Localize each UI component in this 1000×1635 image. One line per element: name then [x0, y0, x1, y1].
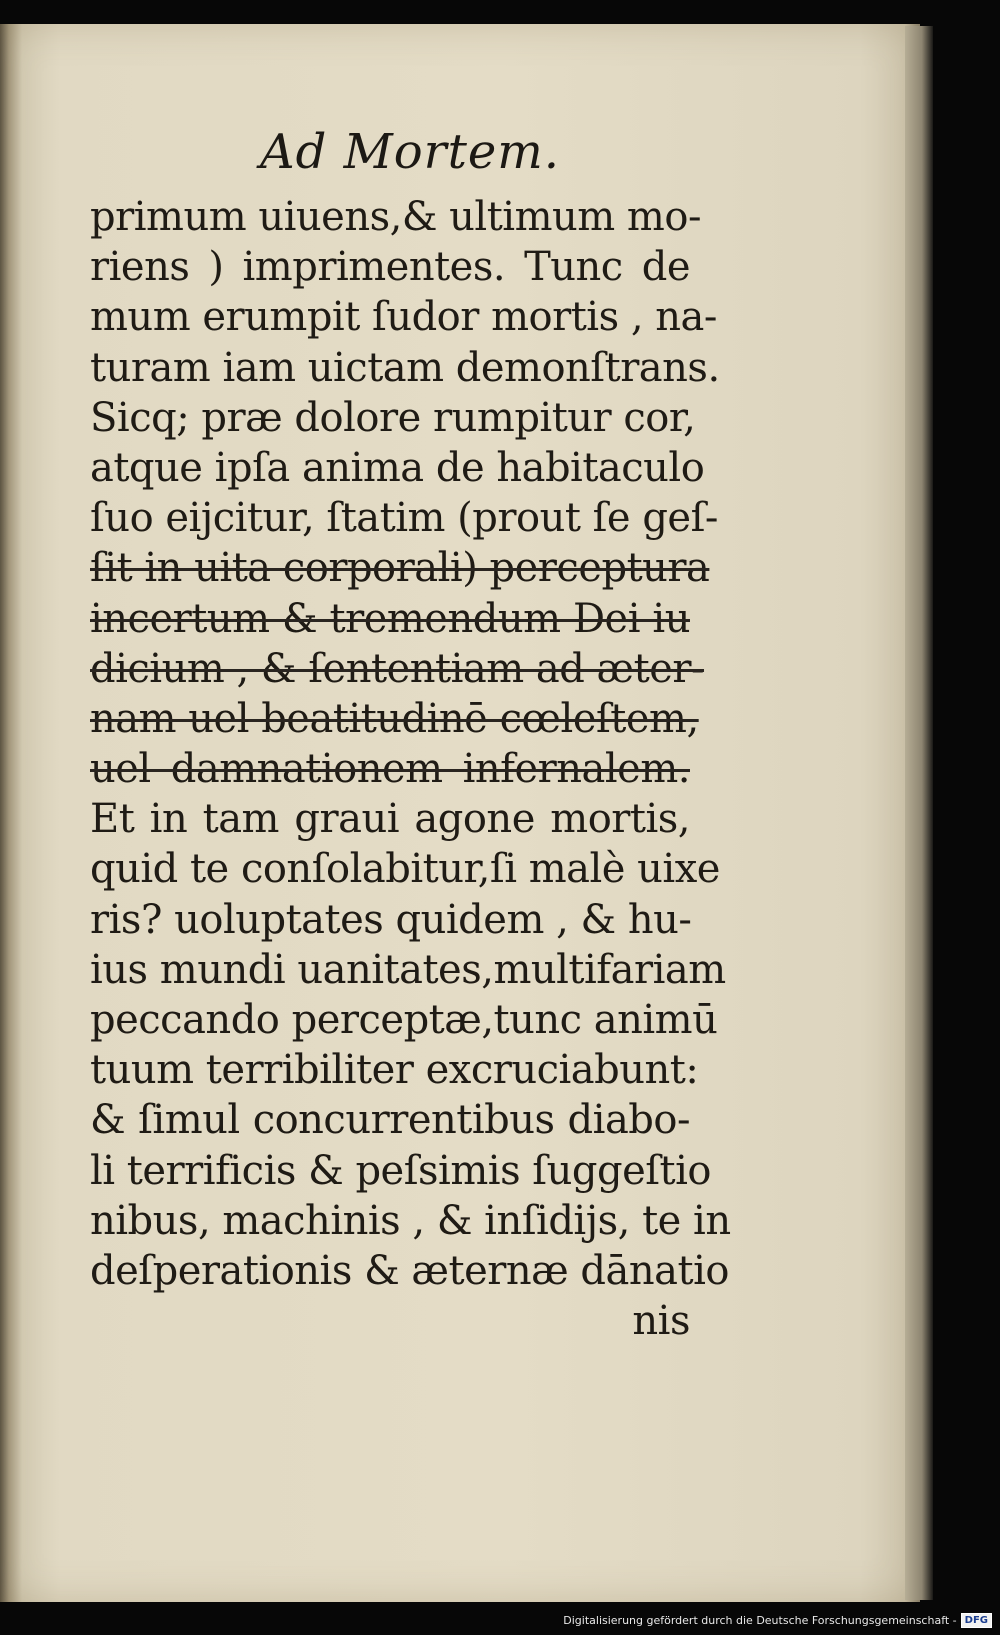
text-line-19: & ſimul concurrentibus diabo-: [90, 1097, 690, 1144]
text-line-13: Et in tam graui agone mortis,: [90, 796, 690, 843]
text-line-20: li terrificis & peſsimis ſuggeſtio: [90, 1147, 712, 1194]
text-line-5: Sicq; præ dolore rumpitur cor,: [90, 394, 696, 441]
text-line-15: ris? uoluptates quidem , & hu-: [90, 896, 692, 943]
running-title: Ad Mortem.: [259, 124, 561, 180]
text-line-7: ſuo eijcitur, ſtatim (prout ſe geſ-: [90, 495, 718, 542]
text-line-3: mum erumpit ſudor mortis , na-: [90, 294, 717, 341]
text-line-12-struck: uel damnationem infernalem.: [90, 746, 690, 793]
text-line-17: peccando perceptæ,tunc animū: [90, 997, 718, 1043]
text-line-8-struck: ſit in uita corporali) perceptura: [90, 545, 710, 592]
text-line-22: deſperationis & æternæ dānatio: [90, 1247, 729, 1294]
text-line-2: riens ) imprimentes. Tunc de: [90, 244, 690, 291]
text-line-4: turam iam uictam demonſtrans.: [90, 344, 720, 391]
text-line-11-struck: nam uel beatitudinē cœleſtem,: [90, 695, 699, 742]
text-line-9-struck: incertum & tremendum Dei iu: [90, 595, 690, 642]
catchword: nis: [632, 1298, 690, 1345]
text-line-1: primum uiuens,& ultimum mo-: [90, 194, 701, 240]
page-edge: [905, 26, 933, 1600]
body-text: [90, 192, 731, 1346]
digitization-credit: [563, 1607, 992, 1633]
text-line-16: ius mundi uanitates,multifariam: [90, 946, 726, 993]
text-line-21: nibus, machinis , & inſidijs, te in: [90, 1197, 731, 1244]
dfg-logo: DFG: [961, 1613, 992, 1628]
text-line-6: atque ipſa anima de habitaculo: [90, 444, 705, 491]
text-line-14: quid te conſolabitur,ſi malè uixe: [90, 846, 720, 893]
text-line-18: tuum terribiliter excruciabunt:: [90, 1047, 699, 1094]
book-page: [0, 24, 920, 1602]
credit-text: Digitalisierung gefördert durch die Deutsche Forschungsgemeinschaft -: [563, 1613, 957, 1627]
text-line-10-struck: dicium , & ſententiam ad æter-: [90, 645, 705, 692]
